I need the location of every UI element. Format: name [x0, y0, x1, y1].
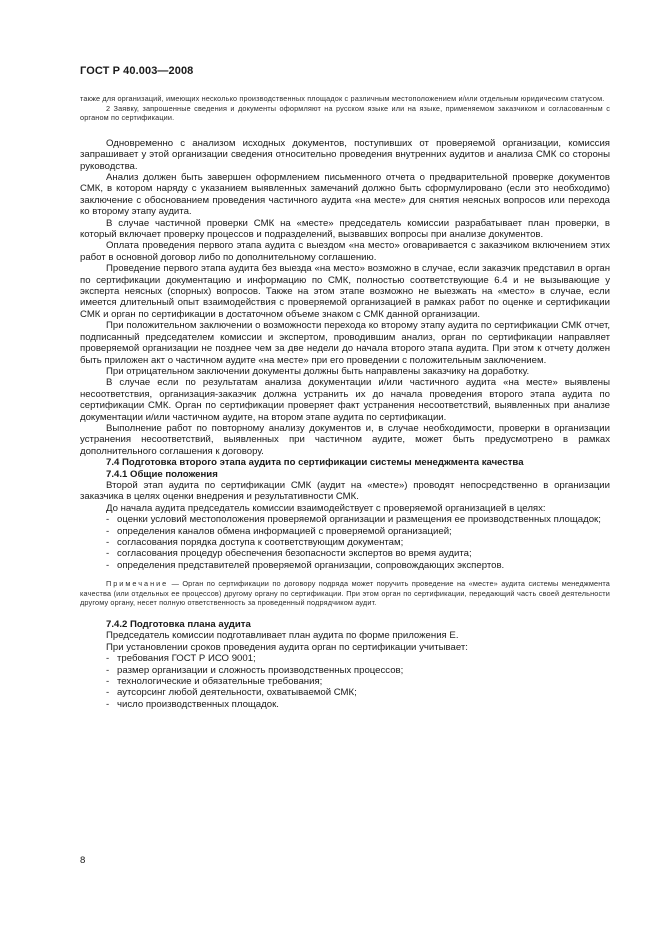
paragraph: До начала аудита председатель комиссии взаимодействует с проверяемой организацией в целях:: [106, 502, 546, 514]
subsection-heading-7-4-2: 7.4.2 Подготовка плана аудита: [106, 619, 251, 630]
page-header: ГОСТ Р 40.003—2008: [80, 65, 194, 77]
paragraph: При установлении сроков проведения аудита орган по сертификации учитывает:: [106, 641, 468, 653]
note-text: — Орган по сертификации по договору подряда может поручить проведение на «месте» аудита системы менеджмента качества (или отдельных ее процессов) другому органу по сертификации. При этом орган по сертификации, передающий часть своей деятельности другому органу, несет полную ответственность за проведенный подрядчиком аудит.: [80, 579, 610, 608]
list-marker: -: [106, 525, 110, 537]
list-marker: -: [106, 537, 110, 548]
list-marker: -: [106, 548, 110, 560]
paragraph: Оплата проведения первого этапа аудита с выездом «на место» оговаривается с заказчиком включением этих работ в основной договор либо по дополнительному соглашению.: [80, 240, 610, 263]
list-item: [80, 548, 610, 559]
list-marker: -: [106, 559, 110, 571]
page-content: [80, 94, 610, 710]
list-marker: -: [106, 698, 110, 710]
note-2: 2 Заявку, запрошенные сведения и документы оформляют на русском языке или на языке, применяемом заказчиком и согласованным с органом по сертификации.: [80, 103, 610, 123]
list-item-text: требования ГОСТ Р ИСО 9001;: [117, 653, 256, 665]
paragraph: Выполнение работ по повторному анализу документов и, в случае необходимости, проверки в организации устранения несоответствий, выявленных при частичном аудите, может быть предусмотрено в рамках дополнительного соглашения к договору.: [80, 422, 610, 457]
paragraph: Анализ должен быть завершен оформлением письменного отчета о предварительной проверке документов СМК, в котором наряду с указанием выявленных замечаний должно быть сформулировано (если это необходимо) заключение с обоснованием проведения частичного аудита «на месте» для снятия неясных вопросов или перехода ко второму этапу аудита.: [80, 172, 610, 218]
list-item-text: число производственных площадок.: [117, 698, 279, 710]
note-label: Примечание: [106, 579, 169, 589]
page-number: 8: [80, 855, 86, 866]
list-item: [80, 676, 610, 687]
list-item-text: оценки условий местоположения проверяемой организации и размещения ее производственных площадок;: [117, 514, 601, 526]
list-marker: -: [106, 514, 110, 526]
list-item: [80, 653, 610, 664]
list-marker: -: [106, 676, 110, 688]
list-item-text: согласования порядка доступа к соответствующим документам;: [117, 537, 404, 548]
paragraph: При положительном заключении о возможности перехода ко второму этапу аудита по сертификации СМК отчет, подписанный председателем комиссии и экспертом, проводившим анализ, орган по сертификации направляет проверяемой организации не позднее чем за две недели до начала второго этапа аудита. При этом к отчету должен быть приложен акт о частичном аудите «на месте» при его проведении с положительным заключением.: [80, 320, 610, 366]
paragraph: Второй этап аудита по сертификации СМК (аудит на «месте») проводят непосредственно в организации заказчика в целях оценки внедрения и результативности СМК.: [80, 479, 610, 503]
note-continuation: также для организаций, имеющих несколько производственных площадок с различным местоположением и/или отдельным юридическим статусом.: [80, 94, 605, 103]
paragraph: Одновременно с анализом исходных документов, поступивших от проверяемой организации, комиссия запрашивает у этой организации сведения относительно проведения внутренних аудитов и анализа СМК со стороны руководства.: [80, 137, 610, 172]
list-item-text: определения представителей проверяемой организации, сопровождающих экспертов.: [117, 559, 505, 571]
list-marker: -: [106, 687, 110, 699]
list-item: [80, 526, 610, 537]
list-item-text: размер организации и сложность производственных процессов;: [117, 664, 404, 676]
list-item: [80, 665, 610, 676]
list-item: [80, 560, 610, 571]
list-item: [80, 514, 610, 525]
note-subcontracting: [80, 579, 610, 608]
paragraph: При отрицательном заключении документы должны быть направлены заказчику на доработку.: [106, 365, 530, 377]
list-item: [80, 537, 610, 548]
list-item-text: согласования процедур обеспечения безопасности экспертов во время аудита;: [117, 548, 472, 560]
paragraph: Проведение первого этапа аудита без выезда «на место» возможно в случае, если заказчик представил в орган по сертификации документацию и информацию по СМК, полностью соответствующие 6.4 и не вызывающие у эксперта неясных (спорных) вопросов. Также на этом этапе возможно не выезжать на «место» в случае, если имеется длительный опыт взаимодействия с проверяемой организацией в рамках работ по оценке и сертификации СМК и орган по сертификации в достаточном объеме знаком с СМК данной организации.: [80, 263, 610, 320]
list-item: [80, 699, 610, 710]
list-marker: -: [106, 653, 110, 665]
list-item-text: аутсорсинг любой деятельности, охватываемой СМК;: [117, 687, 357, 699]
paragraph: Председатель комиссии подготавливает план аудита по форме приложения Е.: [106, 630, 459, 642]
section-heading-7-4: 7.4 Подготовка второго этапа аудита по сертификации системы менеджмента качества: [106, 457, 524, 469]
list-item-text: технологические и обязательные требования;: [117, 676, 323, 688]
list-item: [80, 687, 610, 698]
paragraph: В случае если по результатам анализа документации и/или частичного аудита «на месте» выявлены несоответствия, организация-заказчик должна устранить их до начала проведения второго этапа аудита по сертификации СМК. Орган по сертификации проверяет факт устранения несоответствий, выявленных при анализе документации и/или частичном аудите, на втором этапе аудита по сертификации.: [80, 377, 610, 423]
subsection-heading-7-4-1: 7.4.1 Общие положения: [106, 468, 218, 480]
paragraph: В случае частичной проверки СМК на «месте» председатель комиссии разрабатывает план проверки, в который включает проверку процессов и подразделений, вызвавших вопросы при анализе документов.: [80, 217, 610, 241]
list-item-text: определения каналов обмена информацией с проверяемой организацией;: [117, 525, 452, 537]
list-marker: -: [106, 664, 110, 676]
